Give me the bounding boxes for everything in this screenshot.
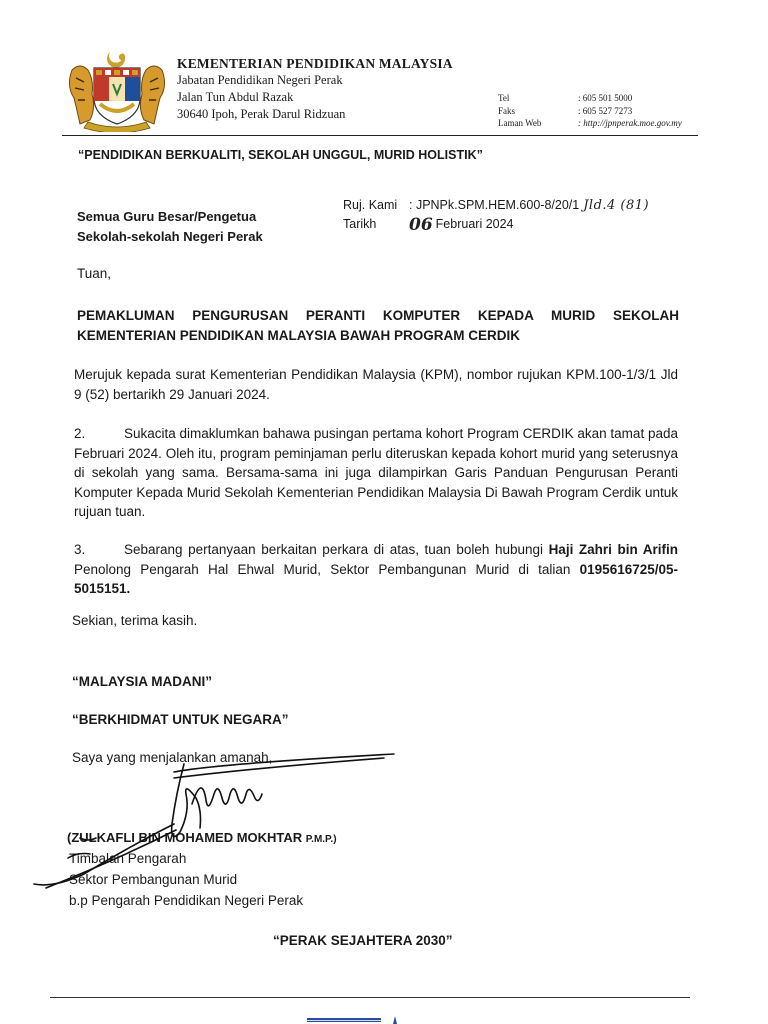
- footer-department-logo: [305, 1015, 405, 1024]
- date-label: Tarikh: [343, 217, 377, 231]
- ministry-name: KEMENTERIAN PENDIDIKAN MALAYSIA: [177, 56, 453, 71]
- paragraph-3: [74, 540, 678, 599]
- date-day-handwritten: 06: [409, 215, 433, 235]
- signer-full-name: (ZULKAFLI BIN MOHAMED MOKHTAR: [67, 830, 306, 845]
- amanah-line: Saya yang menjalankan amanah,: [72, 750, 273, 765]
- contact-label: Laman Web: [498, 118, 542, 128]
- subject-line: KEMENTERIAN PENDIDIKAN MALAYSIA BAWAH PROGRAM CERDIK: [77, 328, 521, 343]
- salutation: Tuan,: [77, 266, 112, 281]
- contact-label: Faks: [498, 105, 516, 116]
- reference-row: [343, 196, 649, 215]
- recipient-line: Sekolah-sekolah Negeri Perak: [77, 229, 263, 244]
- letterhead-divider: [62, 135, 698, 136]
- recipient-line: Semua Guru Besar/Pengetua: [77, 209, 257, 224]
- slogan-berkhidmat: “BERKHIDMAT UNTUK NEGARA”: [72, 712, 289, 727]
- contact-label: Tel: [498, 93, 510, 103]
- reference-number: : JPNPk.SPM.HEM.600-8/20/1: [409, 198, 580, 212]
- slogan-madani: “MALAYSIA MADANI”: [72, 674, 213, 689]
- contact-row-tel: [498, 92, 682, 105]
- date-row: [343, 215, 649, 234]
- contact-row-web: [498, 117, 682, 130]
- paragraph-number: 3.: [74, 542, 86, 557]
- closing-line: Sekian, terima kasih.: [72, 613, 198, 628]
- contact-phone: 0195616725/05-5015151.: [74, 561, 678, 596]
- city-address: 30640 Ipoh, Perak Darul Ridzuan: [177, 107, 346, 121]
- paragraph-number: 2.: [74, 426, 86, 441]
- street-address: Jalan Tun Abdul Razak: [177, 90, 294, 104]
- subject-line: PEMAKLUMAN PENGURUSAN PERANTI KOMPUTER KEPADA MURID SEKOLAH: [77, 308, 679, 323]
- website-link[interactable]: : http://jpnperak.moe.gov.my: [578, 118, 682, 128]
- letterhead-address: [177, 56, 497, 123]
- contact-person-name: Haji Zahri bin Arifin: [548, 542, 678, 557]
- contact-info: [498, 92, 682, 130]
- footer-divider: [50, 997, 690, 998]
- paragraph-1: Merujuk kepada surat Kementerian Pendidikan Malaysia (KPM), nombor rujukan KPM.100-1/3/1 Jld 9 (52) bertarikh 29 Januari 2024.: [74, 367, 678, 402]
- paragraph-text: Sebarang pertanyaan berkaitan perkara di atas, tuan boleh hubungi: [124, 542, 549, 557]
- handwritten-signature: [24, 742, 424, 892]
- letter-subject: [77, 306, 679, 346]
- recipient-block: [77, 207, 263, 247]
- date-month-year: Februari 2024: [435, 217, 514, 231]
- department-name: Jabatan Pendidikan Negeri Perak: [177, 73, 343, 87]
- contact-row-fax: [498, 105, 682, 118]
- paragraph-text: Sukacita dimaklumkan bahawa pusingan pertama kohort Program CERDIK akan tamat pada Februari 2024. Oleh itu, program peminjaman perlu diteruskan kepada kohort murid yang seterusnya di sekolah yang sama. Bersama-sama ini juga dilampirkan Garis Panduan Pengurusan Peranti Komputer Kepada Murid Sekolah Kementerian Pendidikan Malaysia Di Bawah Program Cerdik untuk rujuan tuan.: [74, 426, 678, 519]
- coat-of-arms-logo: [66, 48, 168, 132]
- signer-sector: Sektor Pembangunan Murid: [69, 872, 238, 887]
- education-motto: “PENDIDIKAN BERKUALITI, SEKOLAH UNGGUL, MURID HOLISTIK”: [78, 148, 483, 162]
- contact-value: : 605 527 7273: [578, 105, 633, 116]
- signer-on-behalf: b.p Pengarah Pendidikan Negeri Perak: [69, 893, 304, 908]
- reference-label: Ruj. Kami: [343, 198, 398, 212]
- signer-postnominal: P.M.P.): [305, 834, 337, 845]
- reference-handwritten: Jld.4 (81): [583, 198, 650, 213]
- signer-position: Timbalan Pengarah: [69, 851, 187, 866]
- footer-slogan: “PERAK SEJAHTERA 2030”: [273, 933, 453, 948]
- paragraph-2: [74, 424, 678, 522]
- contact-value: : 605 501 5000: [578, 93, 633, 103]
- reference-block: [343, 196, 649, 234]
- paragraph-text: Penolong Pengarah Hal Ehwal Murid, Sektor Pembangunan Murid di talian: [74, 561, 580, 577]
